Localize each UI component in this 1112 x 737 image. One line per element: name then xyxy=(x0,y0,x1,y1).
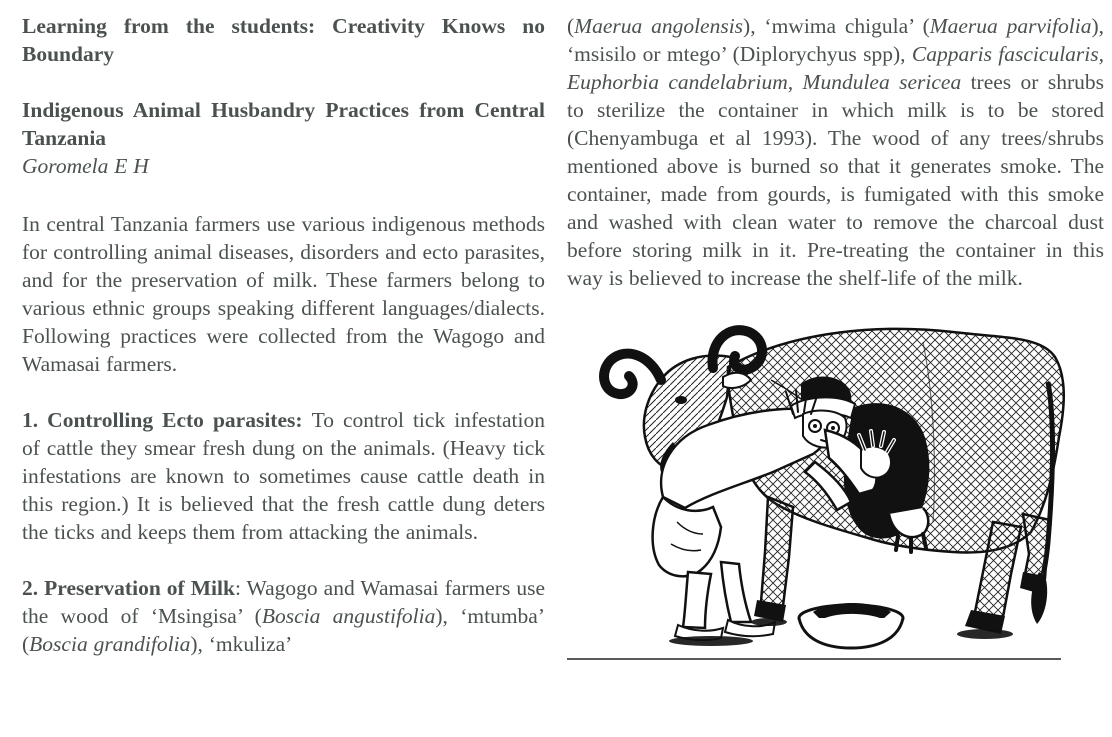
continued-paragraph: (Maerua angolensis), ‘mwima chigula’ (Maerua parvifolia), ‘msisilo or mtego’ (Diplorychyus spp), Capparis fascicularis, Euphorbia candelabrium, Mundulea sericea trees or shrubs to sterilize the container in which milk is to be stored (Chenyambuga et al 1993). The wood of any trees/shrubs mentioned above is burned so that it generates smoke. The container, made from gourds, is fumigated with this smoke and washed with clean water to remove the charcoal dust before storing milk in it. Pre-treating the container in this way is believed to increase the shelf-life of the milk. xyxy=(567,14,1104,290)
item-preservation-of-milk: 2. Preservation of Milk: Wagogo and Wamasai farmers use the wood of ‘Msingisa’ (Boscia angustifolia), ‘mtumba’ (Boscia grandifolia), ‘mkuliza’ xyxy=(22,576,545,656)
intro-paragraph: In central Tanzania farmers use various indigenous methods for controlling animal diseases, disorders and ecto parasites, and for the preservation of milk. These farmers belong to various ethnic groups speaking different languages/dialects. Following practices were collected from the Wagogo and Wamasai farmers. xyxy=(22,212,545,376)
milking-illustration xyxy=(567,322,1104,660)
milking-cow-drawing-icon xyxy=(593,322,1083,652)
author-line: Goromela E H xyxy=(22,154,149,178)
article-title: Learning from the students: Creativity Knows no Boundary xyxy=(22,14,545,66)
item-controlling-ecto-parasites: 1. Controlling Ecto parasites: To control tick infestation of cattle they smear fresh dung on the animals. (Heavy tick infestations are known to sometimes cause cattle death in this region.) It is believed that the fresh cattle dung deters the ticks and keeps them from attacking the animals. xyxy=(22,408,545,544)
figure-bottom-rule xyxy=(567,658,1061,660)
right-column xyxy=(567,12,1104,660)
left-column xyxy=(22,12,545,660)
section-heading: Indigenous Animal Husbandry Practices from Central Tanzania xyxy=(22,98,545,150)
